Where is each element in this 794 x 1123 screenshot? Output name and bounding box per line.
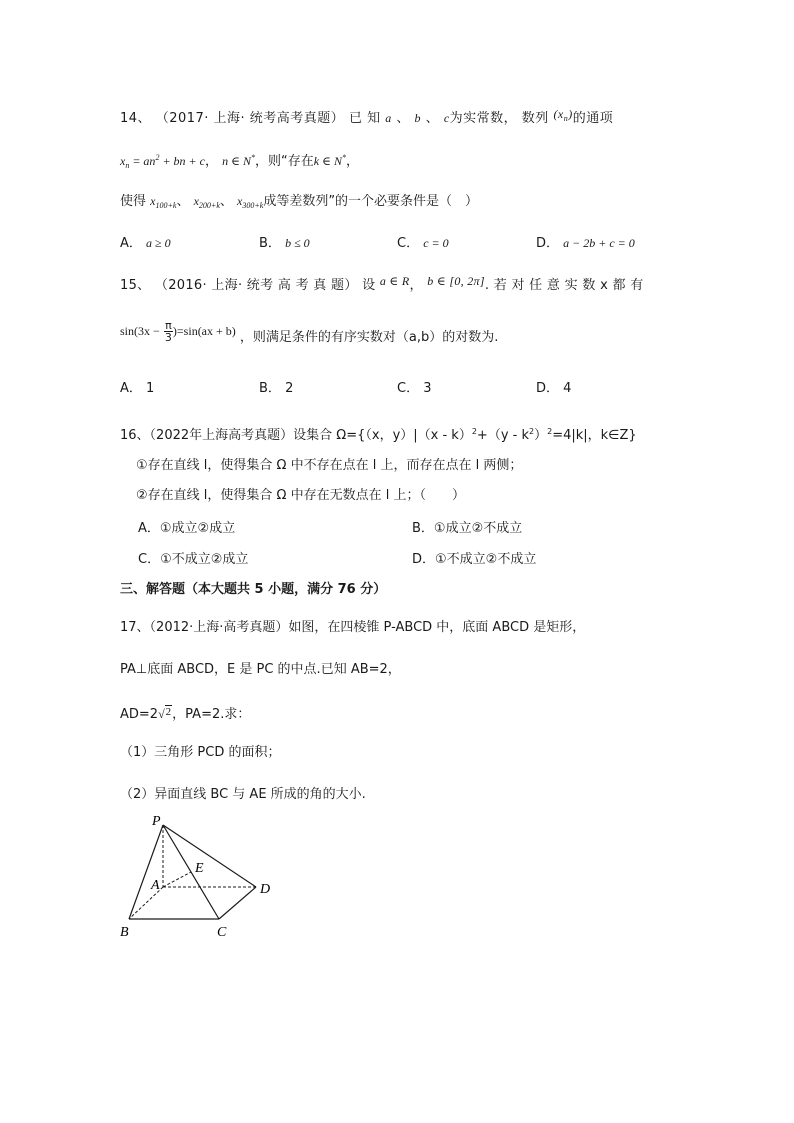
q14-option-b-text: b ≤ 0 bbox=[285, 236, 310, 250]
q16-option-a-label: A． bbox=[138, 521, 160, 536]
q14-option-a-text: a ≥ 0 bbox=[146, 236, 171, 250]
q17-line1 bbox=[120, 619, 585, 637]
q14-x3: x bbox=[237, 194, 243, 208]
q16-option-c bbox=[138, 551, 248, 569]
q15-source: （2016· 上海· 统考 高 考 真 题） bbox=[154, 278, 358, 293]
q14-x2: x bbox=[193, 194, 199, 208]
q14-var-b: b bbox=[414, 111, 422, 125]
q17-line1-text: 如图，在四棱锥 P-ABCD 中，底面 ABCD 是矩形， bbox=[288, 620, 586, 635]
q15-text2: ，则满足条件的有序实数对（a,b）的对数为. bbox=[239, 330, 499, 345]
pyramid-figure bbox=[115, 812, 295, 942]
label-b: B bbox=[120, 925, 129, 940]
q14-lead: 已 知 bbox=[348, 111, 381, 126]
label-d: D bbox=[260, 882, 271, 897]
q15-option-d-text: 4 bbox=[563, 381, 572, 396]
q17-line2: PA⊥底面 ABCD，E 是 PC 的中点.已知 AB=2， bbox=[120, 662, 401, 677]
q14-comma1: ， bbox=[204, 154, 218, 169]
q14-var-a: a bbox=[385, 111, 392, 125]
q14-option-d-text: a − 2b + c = 0 bbox=[563, 236, 635, 250]
q17-line3 bbox=[120, 703, 250, 724]
q14-option-c-label: C． bbox=[397, 236, 420, 251]
q15-option-a-label: A． bbox=[120, 381, 142, 396]
q14-n-in: n ∈ N bbox=[222, 154, 252, 168]
q14-source: （2017· 上海· 统考高考真题） bbox=[155, 111, 345, 126]
label-a: A bbox=[151, 878, 160, 893]
q14-option-a-label: A． bbox=[120, 236, 142, 251]
q16-option-a bbox=[138, 520, 235, 538]
q14-sep3: 、 bbox=[176, 194, 190, 209]
q14-option-a bbox=[120, 234, 171, 253]
q17-line3-a: AD=2 bbox=[120, 707, 159, 722]
q16-option-b bbox=[412, 520, 522, 538]
label-c: C bbox=[217, 925, 227, 940]
q15-option-d-label: D． bbox=[536, 381, 560, 396]
q14-formula-rhs-sup: 2 bbox=[155, 153, 160, 162]
q15-frac-num: π bbox=[165, 319, 172, 332]
q16-option-c-text: ①不成立②成立 bbox=[160, 552, 249, 567]
q15-frac bbox=[164, 320, 173, 343]
edge-pb bbox=[129, 825, 163, 919]
q15-frac-den: 3 bbox=[164, 331, 172, 344]
q16-sup2: 2 bbox=[529, 427, 535, 436]
q15-option-d bbox=[536, 380, 571, 398]
q15-option-a-text: 1 bbox=[146, 381, 155, 396]
q14-seq: (x bbox=[553, 107, 564, 121]
q15-lead: 设 bbox=[362, 278, 376, 293]
q14-line3-a: 使得 bbox=[120, 194, 147, 209]
q14-text3: ，则“存在 bbox=[255, 154, 314, 169]
q15-option-c bbox=[397, 380, 432, 398]
q14-seq-sub: n bbox=[563, 114, 569, 123]
segment-ae bbox=[163, 872, 191, 887]
q16-option-a-text: ①成立②成立 bbox=[159, 521, 236, 536]
q17-part-2: （2）异面直线 BC 与 AE 所成的角的大小. bbox=[120, 787, 366, 802]
q14-k-star: * bbox=[341, 153, 346, 162]
q14-text2: 的通项 bbox=[572, 111, 614, 126]
q14-number: 14、 bbox=[120, 111, 152, 126]
q14-x2-sub: 200+k bbox=[198, 201, 220, 210]
q14-x3-sub: 300+k bbox=[242, 201, 264, 210]
q16-statement-2: ②存在直线 l，使得集合 Ω 中存在无数点在 l 上；（ ） bbox=[136, 488, 465, 503]
q14-x1: x bbox=[150, 194, 156, 208]
q15-option-b-text: 2 bbox=[285, 381, 294, 396]
q14-option-d-label: D． bbox=[536, 236, 560, 251]
q16-option-d-text: ①不成立②不成立 bbox=[435, 552, 537, 567]
edge-pc bbox=[163, 825, 219, 919]
q16-sup1: 2 bbox=[471, 427, 477, 436]
q17-line3-rad: 2 bbox=[165, 706, 172, 718]
q15-option-c-label: C． bbox=[397, 381, 420, 396]
q16-line1 bbox=[120, 423, 637, 445]
q15-b-in: b ∈ [0, 2π] bbox=[427, 274, 485, 288]
q14-formula-lhs-sub: n bbox=[125, 161, 130, 170]
q14-option-c-text: c = 0 bbox=[423, 236, 449, 250]
q16-text3: ） bbox=[534, 428, 548, 443]
section-3-title: 三、解答题（本大题共 5 小题，满分 76 分） bbox=[120, 582, 387, 597]
q14-sep4: 、 bbox=[219, 194, 233, 209]
q14-text4: ， bbox=[345, 154, 359, 169]
edge-cd bbox=[219, 887, 256, 919]
q14-var-c: c bbox=[443, 111, 450, 125]
q16-text4: =4|k|，k∈Z} bbox=[552, 428, 637, 443]
q15-option-b bbox=[259, 380, 293, 398]
q15-option-c-text: 3 bbox=[423, 381, 432, 396]
q17-line3-b: ，PA=2.求： bbox=[172, 707, 251, 722]
q14-line3 bbox=[120, 192, 478, 215]
q14-k-in: k ∈ N bbox=[313, 154, 342, 168]
q16-option-b-text: ①成立②不成立 bbox=[433, 521, 523, 536]
q14-option-b-label: B． bbox=[259, 236, 281, 251]
q14-line1 bbox=[120, 109, 613, 132]
label-p: P bbox=[152, 814, 161, 829]
q14-formula-lhs: x bbox=[120, 154, 126, 168]
q14-option-d bbox=[536, 234, 635, 253]
q15-comma: ， bbox=[409, 278, 423, 293]
q14-sep2: 、 bbox=[425, 111, 440, 126]
edge-pd bbox=[163, 825, 256, 887]
q15-option-b-label: B． bbox=[259, 381, 281, 396]
q15-eq-post: )=sin(ax + b) bbox=[172, 324, 236, 338]
q17-part-1: （1）三角形 PCD 的面积； bbox=[120, 745, 281, 760]
q14-n-star: * bbox=[251, 153, 256, 162]
q14-text1: 为实常数， 数列 bbox=[449, 111, 549, 126]
q16-source: （2022年上海高考真题） bbox=[149, 428, 294, 443]
q17-number: 17、 bbox=[120, 620, 150, 635]
q16-number: 16、 bbox=[120, 428, 150, 443]
q16-option-b-label: B． bbox=[412, 521, 434, 536]
label-e: E bbox=[195, 861, 204, 876]
q16-option-d bbox=[412, 551, 536, 569]
q17-source: （2012·上海·高考真题） bbox=[149, 620, 289, 635]
q16-text2: +（y - k bbox=[476, 428, 529, 443]
q14-formula-rhs-b: + bn + c bbox=[159, 154, 205, 168]
q15-a-in: a ∈ R bbox=[379, 274, 410, 288]
q14-seq-close: ) bbox=[568, 107, 573, 121]
q15-eq-pre: sin(3x − bbox=[120, 324, 160, 338]
q15-line2 bbox=[120, 320, 498, 343]
q16-option-c-label: C． bbox=[138, 552, 161, 567]
q14-line2 bbox=[120, 149, 359, 175]
q15-option-a bbox=[120, 380, 154, 398]
q16-option-d-label: D． bbox=[412, 552, 436, 567]
q14-sep1: 、 bbox=[396, 111, 410, 126]
q15-number: 15、 bbox=[120, 278, 151, 293]
q14-line3-b: 成等差数列”的一个必要条件是（ ） bbox=[263, 194, 479, 209]
q14-x1-sub: 100+k bbox=[155, 201, 177, 210]
q14-option-b bbox=[259, 234, 310, 253]
q16-text1: 设集合 Ω={（x，y）|（x - k） bbox=[293, 428, 472, 443]
q15-line1 bbox=[120, 276, 644, 295]
sqrt-symbol: √2 bbox=[158, 706, 172, 721]
q16-statement-1: ①存在直线 l，使得集合 Ω 中不存在点在 l 上，而存在点在 l 两侧； bbox=[136, 458, 523, 473]
q14-option-c bbox=[397, 234, 449, 253]
q16-sup3: 2 bbox=[547, 427, 553, 436]
q15-text1: . 若 对 任 意 实 数 x 都 有 bbox=[484, 278, 644, 293]
q14-formula-rhs-a: = an bbox=[129, 154, 156, 168]
